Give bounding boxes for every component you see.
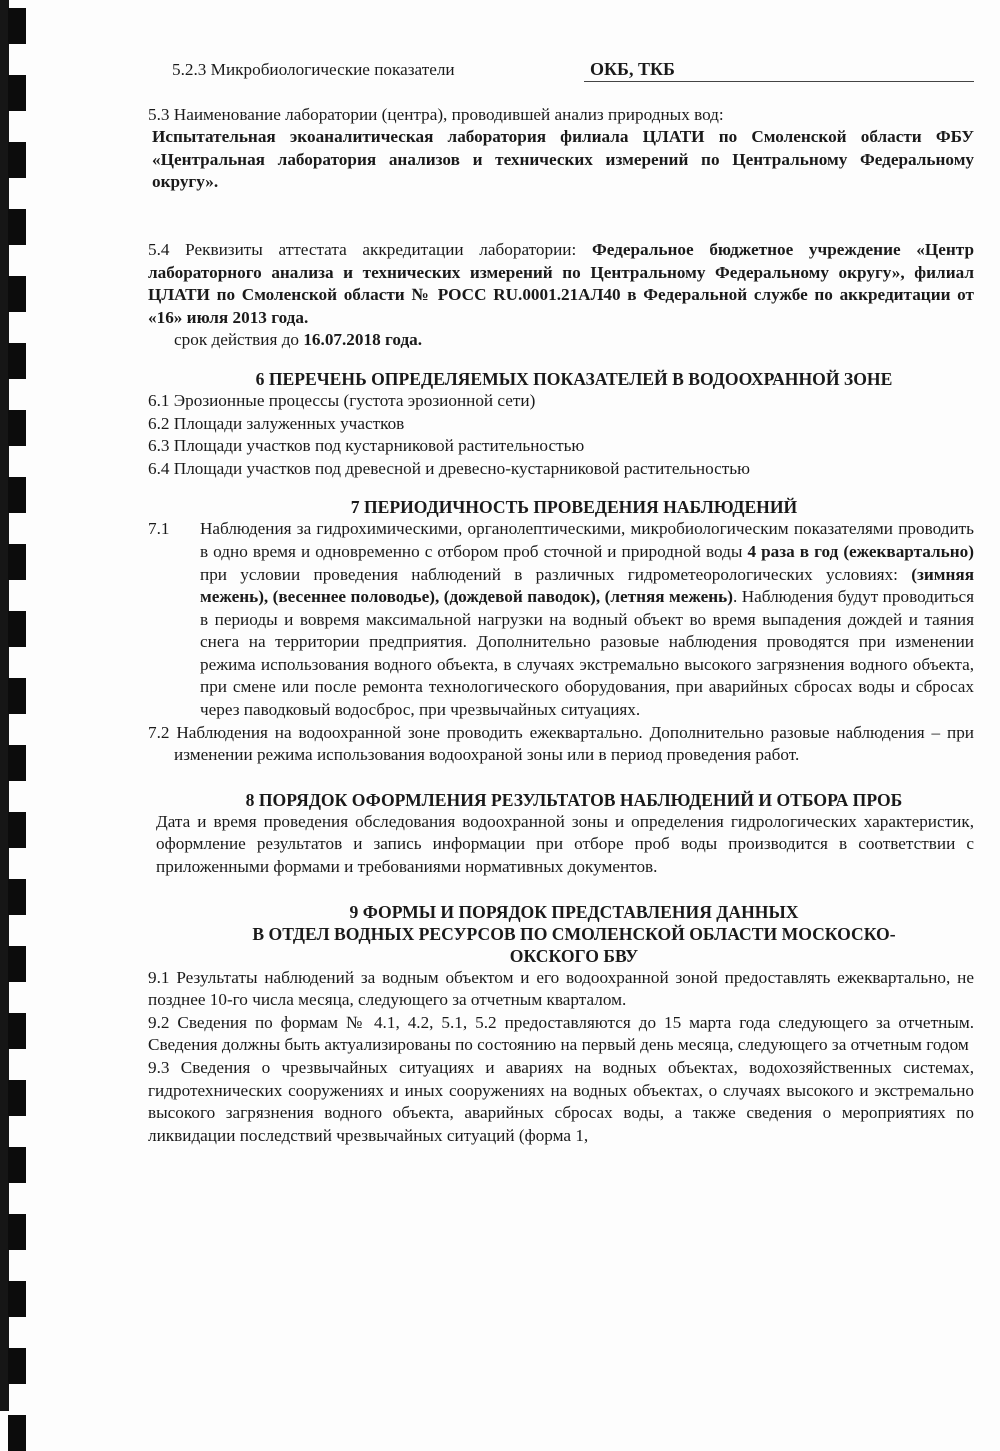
binding-hole [8,1415,26,1451]
validity-date: 16.07.2018 года. [303,330,423,350]
section-6-item: 6.3 Площади участков под кустарниковой растительностью [148,436,585,456]
document-page [148,58,974,1147]
section-8-heading: 8 ПОРЯДОК ОФОРМЛЕНИЯ РЕЗУЛЬТАТОВ НАБЛЮДЕНИЙ И ОТБОРА ПРОБ [245,789,903,810]
binding-hole [8,544,26,580]
section-5-4-validity [148,329,974,352]
section-7-1 [148,518,974,721]
binding-hole [8,812,26,848]
section-9-1: 9.1 Результаты наблюдений за водным объектом и его водоохранной зоной предоставлять ежеквартально, не позднее 10-го числа месяца, следующего за отчетным кварталом. [148,967,974,1010]
section-9-3: 9.3 Сведения о чрезвычайных ситуациях и авариях на водных объектах, водохозяйственных системах, гидротехнических сооружениях и иных сооружениях на водных объектах, о случаях высокого и экстремально высокого загрязнения водного объекта, аварийных сбросах воды, а также сведения о мероприятиях по ликвидации последствий чрезвычайных ситуаций (форма 1, [148,1058,974,1145]
binding-hole [8,75,26,111]
text-run-bold: (зимняя межень), (весеннее половодье), (дождевой паводок), (летняя межень) [200,564,974,607]
section-9-heading-line3: ОКСКОГО БВУ [509,945,639,966]
binding-hole [8,209,26,245]
binding-hole [8,477,26,513]
section-7-2: 7.2 Наблюдения на водоохранной зоне проводить ежеквартально. Дополнительно разовые наблюдения – при изменении режима использования водоохраной зоны или в период проведения работ. [148,722,974,765]
text-run: Наблюдения за гидрохимическими, органолептическими, микробиологическим показателями проводить в одно время и одновременно с отбором проб сточной и природной воды [200,519,974,561]
binding-hole [8,276,26,312]
text-run: при условии проведения наблюдений в различных гидрометеорологических условиях: [200,564,912,584]
binding-hole [8,1348,26,1384]
text-run-bold: 4 раза в год (ежеквартально) [747,541,974,561]
section-5-2-3-value: ОКБ, ТКБ [584,58,974,82]
binding-hole [8,1281,26,1317]
binding-hole [8,745,26,781]
section-5-3-intro: 5.3 Наименование лаборатории (центра), проводившей анализ природных вод: [148,104,724,124]
section-8-text: Дата и время проведения обследования водоохранной зоны и определения гидрологических характеристик, оформление результатов и запись информации при отборе проб воды производится в соответствии с приложенными формами и требованиями нормативных документов. [156,811,974,877]
section-6-item: 6.4 Площади участков под древесной и древесно-кустарниковой растительностью [148,458,750,478]
binding-hole [8,142,26,178]
section-9-2: 9.2 Сведения по формам № 4.1, 4.2, 5.1, 5.2 предоставляются до 15 марта года следующего за отчетным. Сведения должны быть актуализированы по состоянию на первый день месяца, следующего за отчетным годом [148,1012,974,1055]
binding-hole [8,343,26,379]
binding-hole [8,1013,26,1049]
section-5-4-intro: 5.4 Реквизиты аттестата аккредитации лаборатории: [148,239,592,259]
section-5-3-lab-name: Испытательная экоаналитическая лаборатория филиала ЦЛАТИ по Смоленской области ФБУ «Центральная лаборатория анализов и технических измерений по Центральному Федеральному округу». [152,127,974,192]
section-6-heading: 6 ПЕРЕЧЕНЬ ОПРЕДЕЛЯЕМЫХ ПОКАЗАТЕЛЕЙ В ВОДООХРАННОЙ ЗОНЕ [255,368,893,389]
spiral-binding [0,0,40,1411]
binding-hole [8,879,26,915]
binding-hole [8,678,26,714]
section-6-item: 6.2 Площади залуженных участков [148,413,405,433]
text-run: . Наблюдения будут проводиться в периоды и вовремя максимальной нагрузки на водный объект во время выпадения дождей и таяния снега на территории предприятия. Дополнительно разовые наблюдения проводятся при изменении режима использования водного объекта, в случаях экстремально высокого загрязнения водного объекта, при смене или после ремонта технологического оборудования, при аварийных сбросах воды и сбросах через паводковый водосброс, при чрезвычайных ситуациях. [200,587,974,720]
section-6-item: 6.1 Эрозионные процессы (густота эрозионной сети) [148,390,536,410]
binding-hole [8,8,26,44]
binding-hole [8,410,26,446]
section-5-4 [148,239,974,329]
binding-hole [8,1147,26,1183]
section-5-2-3 [148,58,974,82]
section-9-heading-line1: 9 ФОРМЫ И ПОРЯДОК ПРЕДСТАВЛЕНИЯ ДАННЫХ [349,901,799,922]
binding-hole [8,1080,26,1116]
binding-hole [8,1214,26,1250]
binding-hole [8,611,26,647]
section-7-1-text [200,518,974,721]
section-7-1-number: 7.1 [148,519,170,539]
binding-hole [8,946,26,982]
validity-label: срок действия до [174,330,304,350]
section-9-heading-line2: В ОТДЕЛ ВОДНЫХ РЕСУРСОВ ПО СМОЛЕНСКОЙ ОБЛАСТИ МОСКОСКО- [252,923,896,944]
section-5-4-accreditation: Федеральное бюджетное учреждение «Центр лабораторного анализа и технических измерений по Центральному Федеральному округу», филиал ЦЛАТИ по Смоленской области № РОСС RU.0001.21АЛ40 в Федеральной службе по аккредитации от «16» июля 2013 года. [148,239,975,327]
section-7-heading: 7 ПЕРИОДИЧНОСТЬ ПРОВЕДЕНИЯ НАБЛЮДЕНИЙ [350,497,798,518]
section-5-2-3-label: 5.2.3 Микробиологические показатели [172,60,455,79]
